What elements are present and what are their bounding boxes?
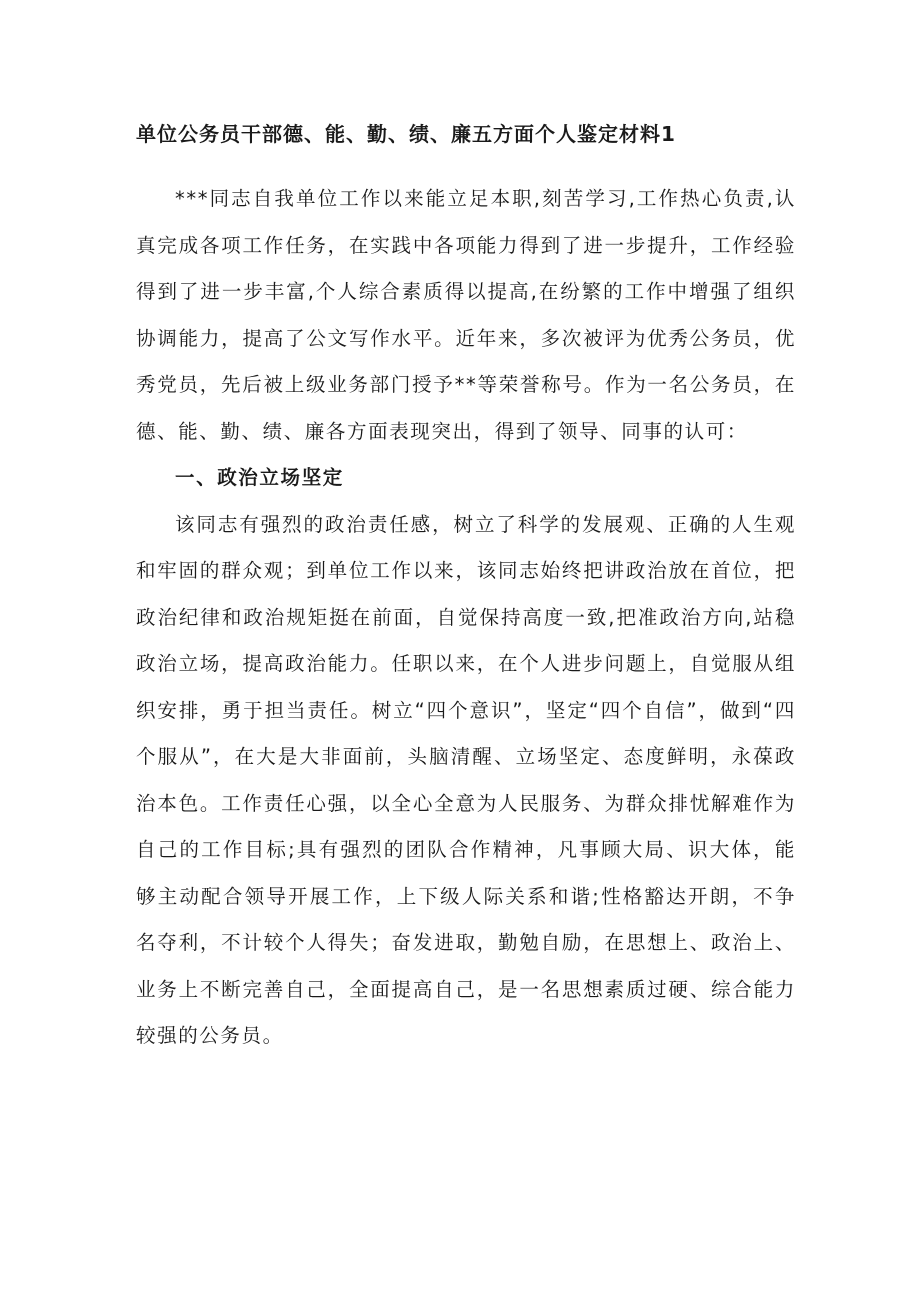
document-title: 单位公务员干部德、能、勤、绩、廉五方面个人鉴定材料1 — [136, 122, 676, 146]
intro-paragraph: ***同志自我单位工作以来能立足本职,刻苦学习,工作热心负责,认真完成各项工作任务，在实践中各项能力得到了进一步提升，工作经验得到了进一步丰富,个人综合素质得以提高,在纷繁的工作中增强了组织协调能力，提高了公文写作水平。近年来，多次被评为优秀公务员，优秀党员，先后被上级业务部门授予**等荣誉称号。作为一名公务员，在德、能、勤、绩、廉各方面表现突出，得到了领导、同事的认可： — [136, 187, 796, 443]
document-body — [136, 176, 796, 1060]
section-paragraph-political-stance: 该同志有强烈的政治责任感，树立了科学的发展观、正确的人生观和牢固的群众观；到单位工作以来，该同志始终把讲政治放在首位，把政治纪律和政治规矩挺在前面，自觉保持高度一致,把准政治方向,站稳政治立场，提高政治能力。任职以来，在个人进步问题上，自觉服从组织安排，勇于担当责任。树立“四个意识”，坚定“四个自信”，做到“四个服从”，在大是大非面前，头脑清醒、立场坚定、态度鲜明，永葆政治本色。工作责任心强，以全心全意为人民服务、为群众排忧解难作为自己的工作目标;具有强烈的团队合作精神，凡事顾大局、识大体，能够主动配合领导开展工作，上下级人际关系和谐;性格豁达开朗，不争名夺利，不计较个人得失；奋发进取，勤勉自励，在思想上、政治上、业务上不断完善自己，全面提高自己，是一名思想素质过硬、综合能力较强的公务员。 — [136, 512, 796, 1047]
section-heading-political-stance: 一、政治立场坚定 — [175, 466, 344, 489]
